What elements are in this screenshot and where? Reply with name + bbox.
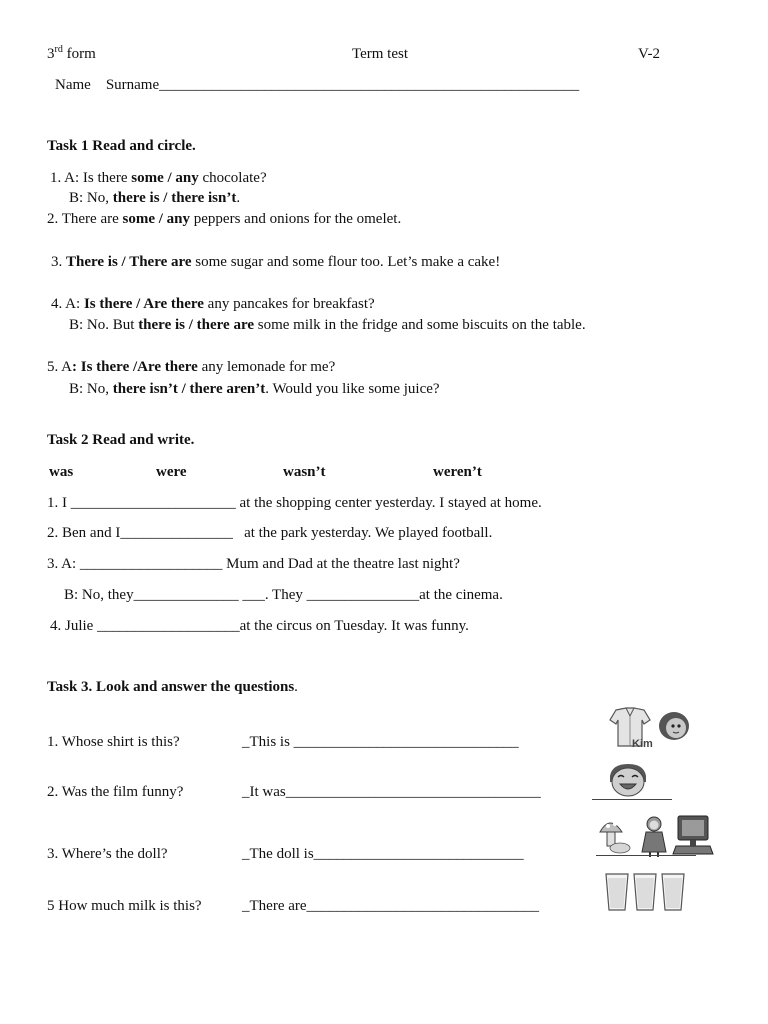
- laughing-face-icon: [610, 764, 646, 796]
- answer-line-3: [596, 855, 696, 856]
- glasses-of-milk-picture: [604, 872, 688, 912]
- word-bank-werent: weren’t: [433, 464, 482, 480]
- task1-q1a: 1. A: Is there some / any chocolate?: [50, 170, 267, 186]
- task3-a2: _It was__________________________________: [242, 784, 541, 800]
- task1-q1b: B: No, there is / there isn’t.: [69, 190, 241, 206]
- page-title: Term test: [352, 46, 409, 62]
- task2-title: Task 2 Read and write.: [47, 432, 195, 448]
- doll-icon: [642, 817, 666, 857]
- task2-s2: 2. Ben and I_______________ at the park yesterday. We played football.: [47, 525, 493, 541]
- task3-a5: _There are_______________________________: [242, 898, 540, 914]
- task3-q2: 2. Was the film funny?: [47, 784, 184, 800]
- task1-q2: 2. There are some / any peppers and onions for the omelet.: [47, 211, 402, 227]
- word-bank-wasnt: wasn’t: [283, 464, 326, 480]
- task3-q3: 3. Where’s the doll?: [47, 846, 168, 862]
- task2-s3: 3. A: ___________________ Mum and Dad at the theatre last night?: [47, 556, 460, 572]
- kim-label: Kim: [632, 738, 653, 750]
- glass-icon: [606, 874, 628, 910]
- glass-icon: [662, 874, 684, 910]
- word-bank-was: was: [49, 464, 74, 480]
- task1-title: Task 1 Read and circle.: [47, 138, 196, 154]
- task3-title: Task 3. Look and answer the questions.: [47, 679, 298, 695]
- word-bank-were: were: [156, 464, 187, 480]
- form-label: 3rd form: [47, 44, 96, 62]
- task1-q3: 3. There is / There are some sugar and some flour too. Let’s make a cake!: [51, 254, 501, 270]
- task1-q5b: B: No, there isn’t / there aren’t. Would you like some juice?: [69, 381, 440, 397]
- toys-picture: [596, 814, 714, 858]
- laughing-face-picture: [606, 762, 650, 798]
- computer-icon: [673, 816, 713, 854]
- task2-s3b: B: No, they______________ ___. They _______________at the cinema.: [64, 587, 503, 603]
- task3-q1: 1. Whose shirt is this?: [47, 734, 180, 750]
- task1-q4a: 4. A: Is there / Are there any pancakes for breakfast?: [51, 296, 375, 312]
- task3-a3: _The doll is____________________________: [242, 846, 524, 862]
- task2-s1: 1. I ______________________ at the shopping center yesterday. I stayed at home.: [47, 495, 542, 511]
- answer-line-2: [592, 799, 672, 800]
- girl-face-icon: [659, 712, 689, 740]
- task3-a1: _This is ______________________________: [242, 734, 519, 750]
- variant-label: V-2: [638, 46, 660, 62]
- mushroom-toy-icon: [600, 822, 630, 853]
- shirt-and-girl-picture: [608, 706, 698, 750]
- task2-s4: 4. Julie ___________________at the circus on Tuesday. It was funny.: [50, 618, 469, 634]
- task1-q4b: B: No. But there is / there are some milk in the fridge and some biscuits on the table.: [69, 317, 586, 333]
- task1-q5a: 5. A: Is there /Are there any lemonade for me?: [47, 359, 336, 375]
- glass-icon: [634, 874, 656, 910]
- name-surname-line: Name Surname________________________________________________________: [55, 77, 580, 93]
- task3-q5: 5 How much milk is this?: [47, 898, 202, 914]
